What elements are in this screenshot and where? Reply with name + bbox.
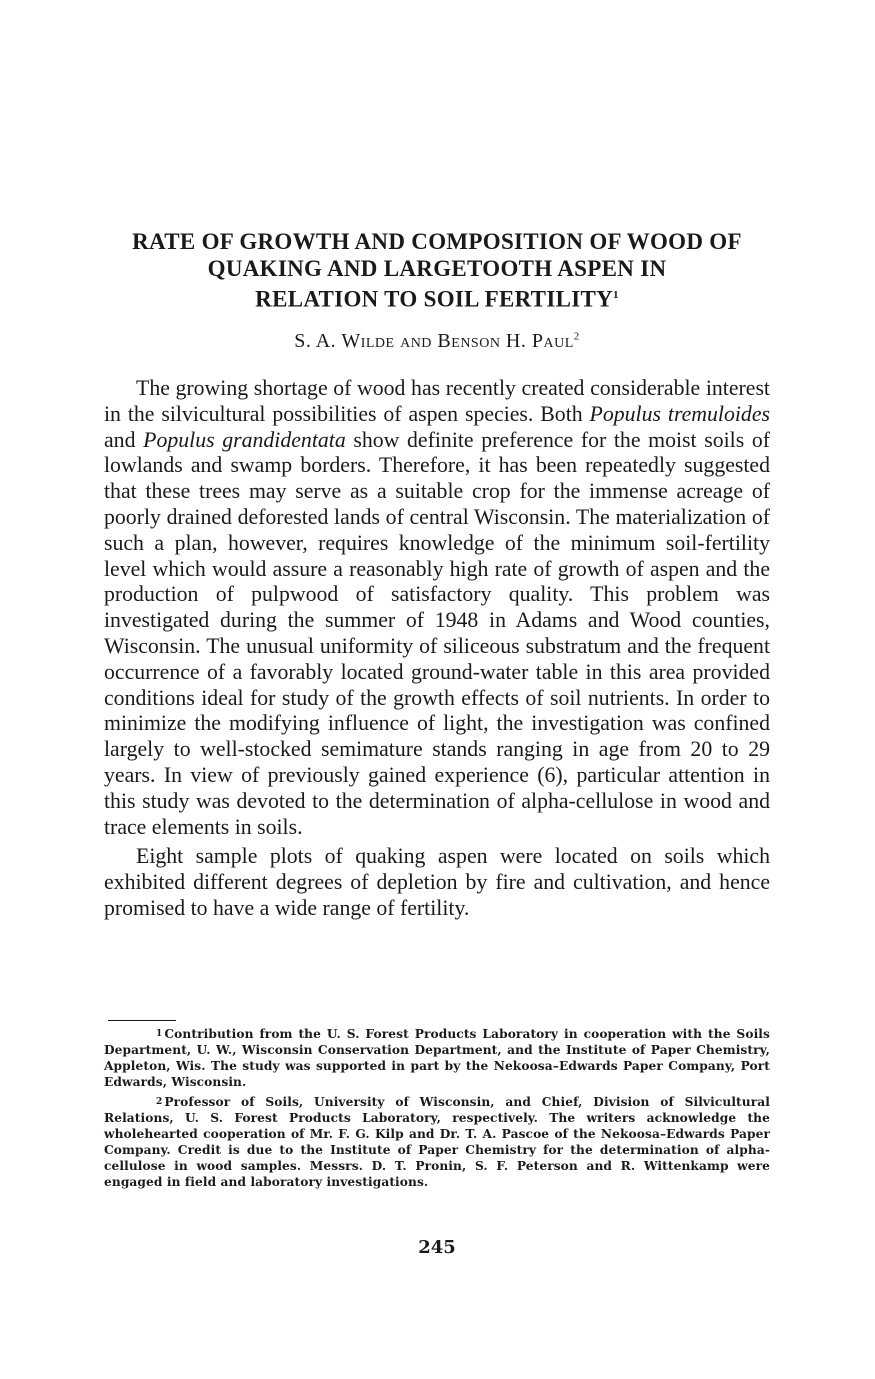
title-line-1: RATE OF GROWTH AND COMPOSITION OF WOOD OF <box>132 229 742 254</box>
author-footnote-mark: 2 <box>573 330 580 343</box>
footnote-1 <box>104 1026 770 1090</box>
author-conjunction: and <box>400 330 432 352</box>
body-paragraph-1 <box>104 376 770 840</box>
title-line-2: QUAKING AND LARGETOOTH ASPEN IN <box>207 256 667 281</box>
article-body <box>104 376 770 922</box>
footnote-2-mark: 2 <box>156 1097 163 1107</box>
footnote-separator <box>108 1020 176 1021</box>
author-2: Benson H. Paul <box>437 330 574 352</box>
paragraph-1-seg-1: The growing shortage of wood has recently created considerable interest in the silvicultural possibilities of aspen species. Both <box>104 376 770 426</box>
author-line <box>104 330 770 353</box>
footnote-2-text: Professor of Soils, University of Wisconsin, and Chief, Division of Silvicultural Relations, U. S. Forest Products Laboratory, respectively. The writers acknowledge the wholehearted cooperation of Mr. F. G. Kilp and Dr. T. A. Pascoe of the Nekoosa–Edwards Paper Company. Credit is due to the Institute of Paper Chemistry for the determination of alpha-cellulose in wood samples. Messrs. D. T. Pronin, S. F. Peterson and R. Wittenkamp were engaged in field and laboratory investigations. <box>104 1095 770 1189</box>
title-footnote-mark: 1 <box>613 289 619 301</box>
title-line-3-text: RELATION TO SOIL FERTILITY <box>255 286 614 312</box>
article-title <box>104 228 770 313</box>
footnote-2 <box>104 1094 770 1190</box>
species-name-tremuloides: Populus tremuloides <box>589 401 770 426</box>
footnotes <box>104 1026 770 1190</box>
title-line-3 <box>104 282 770 313</box>
footnote-1-text: Contribution from the U. S. Forest Products Laboratory in cooperation with the Soils Department, U. W., Wisconsin Conservation Department, and the Institute of Paper Chemistry, Appleton, Wis. The study was supported in part by the Nekoosa–Edwards Paper Company, Port Edwards, Wisconsin. <box>104 1027 770 1089</box>
species-name-grandidentata: Populus grandidentata <box>143 427 346 452</box>
footnote-1-mark: 1 <box>156 1029 163 1039</box>
page-number: 245 <box>418 1237 456 1258</box>
journal-page <box>104 0 770 1379</box>
paragraph-1-seg-3: show definite preference for the moist soils of lowlands and swamp borders. Therefore, it has been repeatedly suggested that these trees may serve as a suitable crop for the immense acreage of poorly drained deforested lands of central Wisconsin. The materialization of such a plan, however, requires knowledge of the minimum soil-fertility level which would assure a reasonably high rate of growth of aspen and the production of pulpwood of satisfactory quality. This problem was investigated during the summer of 1948 in Adams and Wood counties, Wisconsin. The unusual uniformity of siliceous substratum and the frequent occurrence of a favorably located ground-water table in this area provided conditions ideal for study of the growth effects of soil nutrients. In order to minimize the modifying influence of light, the investigation was confined largely to well-stocked semimature stands ranging in age from 20 to 29 years. In view of previously gained experience (6), particular attention in this study was devoted to the determination of alpha-cellulose in wood and trace elements in soils. <box>104 427 771 839</box>
author-1: S. A. Wilde <box>294 330 395 352</box>
paragraph-1-seg-2: and <box>104 427 144 452</box>
body-paragraph-2: Eight sample plots of quaking aspen were located on soils which exhibited different degrees of depletion by fire and cultivation, and hence promised to have a wide range of fertility. <box>104 844 770 920</box>
